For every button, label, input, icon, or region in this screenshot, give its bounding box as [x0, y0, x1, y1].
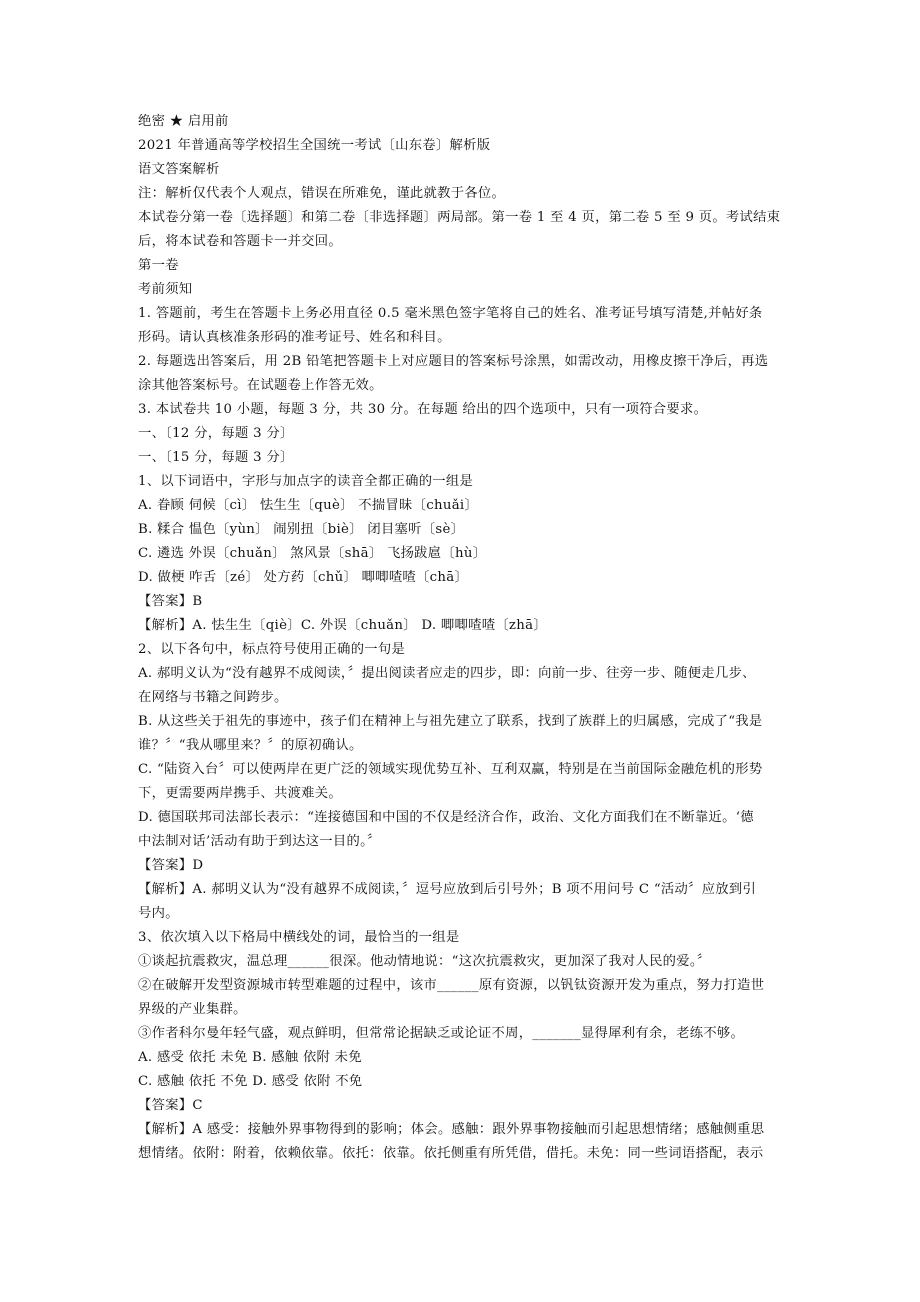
explanation-line: 想情绪。依附：附着，依赖依靠。依托：依靠。依托侧重有所凭借，借托。未免：同一些词语搭配，表示 — [138, 1146, 764, 1161]
answer-line: 【答案】D — [138, 858, 204, 873]
question-option: 谁？〞“我从哪里来？〞的原初确认。 — [138, 738, 363, 753]
question-option: C. “陆资入台〞可以使两岸在更广泛的领域实现优势互补、互利双赢，特别是在当前国际金融危机的形势 — [138, 762, 763, 777]
explanation-line: 【解析】A. 怯生生〔qiè〕C. 外误〔chuǎn〕 D. 唧唧喳喳〔zhā〕 — [138, 618, 547, 633]
confidential-mark: 绝密 ★ 启用前 — [138, 114, 229, 129]
question-option: A. 郝明义认为“没有越界不成阅读，〞提出阅读者应走的四步，即：向前一步、往旁一步、随便走几步、 — [138, 666, 756, 681]
question-sentence: ②在破解开发型资源城市转型难题的过程中，该市______原有资源，以钒钛资源开发为重点，努力打造世 — [138, 978, 765, 993]
question-option: C. 感触 依托 不免 D. 感受 依附 不免 — [138, 1074, 363, 1089]
question-option: 下，更需要两岸携手、共渡难关。 — [138, 786, 342, 801]
exam-title: 2021 年普通高等学校招生全国统一考试〔山东卷〕解析版 — [138, 138, 491, 153]
question-sentence: ③作者科尔曼年轻气盛，观点鲜明，但常常论据缺乏或论证不周，_______显得犀利有余，老练不够。 — [138, 1026, 745, 1041]
instruction-line: 形码。请认真核准条形码的准考证号、姓名和科目。 — [138, 330, 451, 345]
question-stem: 2、以下各句中，标点符号使用正确的一句是 — [138, 642, 406, 657]
answer-line: 【答案】C — [138, 1098, 203, 1113]
instruction-line: 3. 本试卷共 10 小题，每题 3 分，共 30 分。在每题 给出的四个选项中，只有一项符合要求。 — [138, 402, 708, 417]
section-heading: 第一卷 — [138, 258, 179, 273]
question-option: D. 做梗 咋舌〔zé〕 处方药〔chǔ〕 唧唧喳喳〔chā〕 — [138, 570, 469, 585]
explanation-line: 【解析】A. 郝明义认为“没有越界不成阅读，〞逗号应放到后引号外；B 项不用问号 C “活动〞应放到引 — [138, 882, 757, 897]
note: 注：解析仅代表个人观点，错误在所难免，谨此就教于各位。 — [138, 186, 506, 201]
answer-line: 【答案】B — [138, 594, 203, 609]
question-option: D. 德国联邦司法部长表示：“连接德国和中国的不仅是经济合作，政治、文化方面我们在不断靠近。‘德 — [138, 810, 754, 825]
question-option: A. 感受 依托 未免 B. 感触 依附 未免 — [138, 1050, 362, 1065]
question-option: B. 从这些关于祖先的事迹中，孩子们在精神上与祖先建立了联系，找到了族群上的归属感，完成了“我是 — [138, 714, 763, 729]
instruction-line: 涂其他答案标号。在试题卷上作答无效。 — [138, 378, 383, 393]
intro-line: 后，将本试卷和答题卡一并交回。 — [138, 234, 342, 249]
question-option: 在网络与书籍之间跨步。 — [138, 690, 288, 705]
question-option: A. 眷顾 伺候〔cì〕 怯生生〔què〕 不揣冒昧〔chuǎi〕 — [138, 498, 479, 513]
question-sentence: 界级的产业集群。 — [138, 1002, 247, 1017]
explanation-line: 【解析】A 感受：接触外界事物得到的影响；体会。感触：跟外界事物接触而引起思想情绪；感触侧重思 — [138, 1122, 765, 1137]
question-stem: 1、以下词语中，字形与加点字的读音全都正确的一组是 — [138, 474, 474, 489]
instruction-line: 1. 答题前，考生在答题卡上务必用直径 0.5 毫米黑色签字笔将自己的姓名、准考证号填写清楚,并帖好条 — [138, 306, 763, 321]
question-option: C. 遴选 外误〔chuǎn〕 煞风景〔shā〕 飞扬跋扈〔hù〕 — [138, 546, 487, 561]
question-option: B. 糅合 愠色〔yùn〕 闹别扭〔biè〕 闭目塞听〔sè〕 — [138, 522, 465, 537]
explanation-line: 号内。 — [138, 906, 179, 921]
part-heading: 一、〔12 分，每题 3 分〕 — [138, 426, 294, 441]
document-page — [138, 110, 788, 1166]
intro-line: 本试卷分第一卷〔选择题〕和第二卷〔非选择题〕两局部。第一卷 1 至 4 页，第二卷 5 至 9 页。考试结束 — [138, 210, 781, 225]
subtitle: 语文答案解析 — [138, 162, 220, 177]
question-stem: 3、依次填入以下格局中横线处的词，最恰当的一组是 — [138, 930, 460, 945]
part-heading: 一、〔15 分，每题 3 分〕 — [138, 450, 294, 465]
instruction-line: 2. 每题选出答案后，用 2B 铅笔把答题卡上对应题目的答案标号涂黑，如需改动，用橡皮擦干净后，再选 — [138, 354, 769, 369]
section-heading: 考前须知 — [138, 282, 193, 297]
question-sentence: ①谈起抗震救灾，温总理______很深。他动情地说：“这次抗震救灾，更加深了我对人民的爱。〞 — [138, 954, 711, 969]
question-option: 中法制对话’活动有助于到达这一目的。〞 — [138, 834, 381, 849]
